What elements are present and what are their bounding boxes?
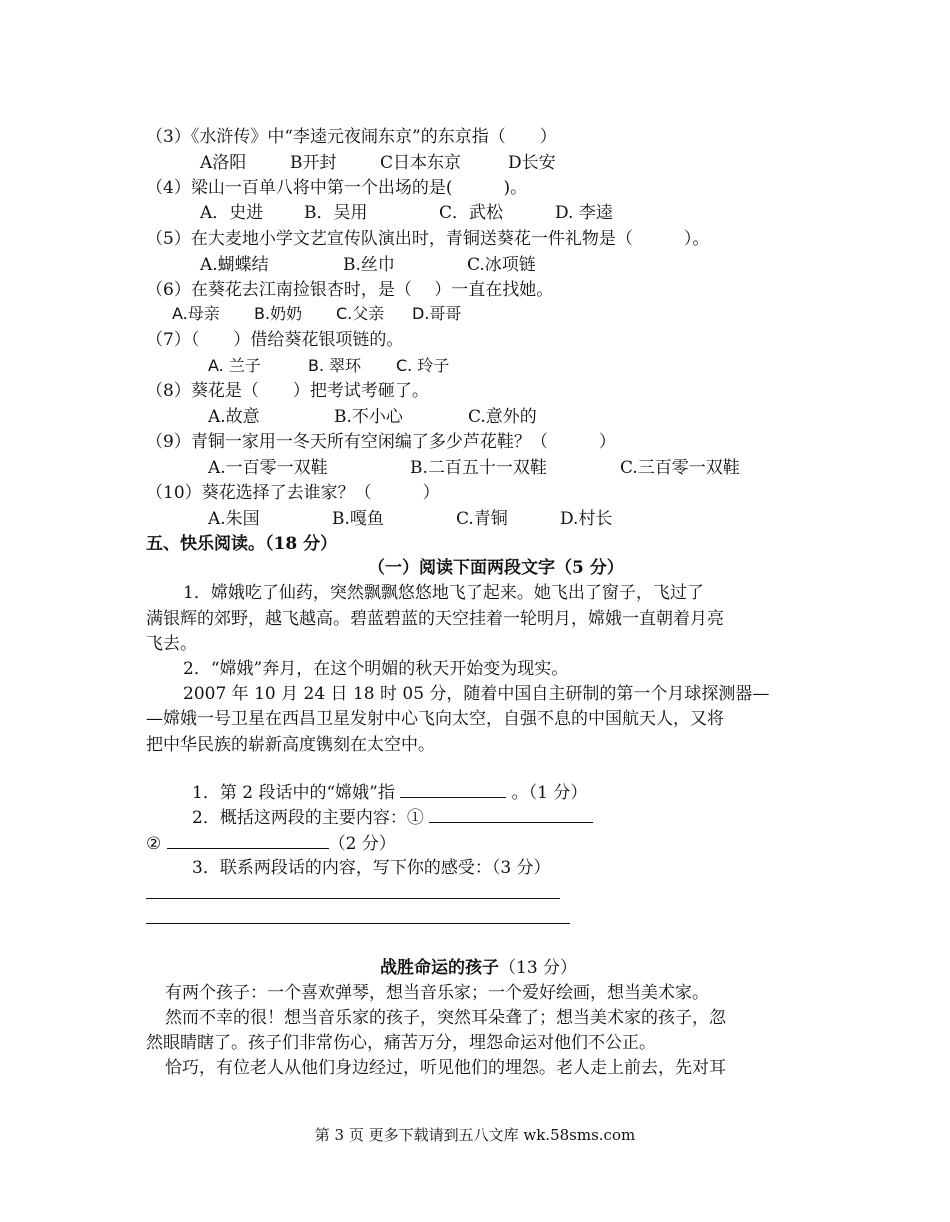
option: B．吴用 xyxy=(304,203,368,223)
question-8-options xyxy=(208,406,537,428)
answer-line[interactable] xyxy=(146,923,570,924)
story-line: 然而不幸的很！想当音乐家的孩子，突然耳朵聋了；想当美术家的孩子，忽 xyxy=(165,1008,726,1028)
story-title-score: （13 分） xyxy=(499,958,578,978)
question-score: 。（1 分） xyxy=(511,783,588,803)
answer-blank[interactable] xyxy=(400,781,506,798)
answer-line[interactable] xyxy=(146,898,560,899)
option: C.冰项链 xyxy=(467,255,536,275)
option: B.奶奶 xyxy=(254,304,303,323)
page-footer: 第 3 页 更多下载请到五八文库 wk.58sms.com xyxy=(314,1126,636,1144)
option: B.嘎鱼 xyxy=(332,509,384,529)
story-line: 有两个孩子：一个喜欢弹琴，想当音乐家；一个爱好绘画，想当美术家。 xyxy=(165,983,709,1003)
option: C.意外的 xyxy=(468,407,537,427)
question-5-options xyxy=(200,254,536,276)
story-title-text: 战胜命运的孩子 xyxy=(380,958,499,978)
paragraph-line: 1．嫦娥吃了仙药，突然飘飘悠悠地飞了起来。她飞出了窗子，飞过了 xyxy=(183,583,704,603)
option: C. 玲子 xyxy=(396,356,450,375)
question-10: （10）葵花选择了去谁家？（ ） xyxy=(146,483,440,503)
question-4: （4）梁山一百单八将中第一个出场的是( )。 xyxy=(146,178,528,198)
answer-blank[interactable] xyxy=(429,806,593,823)
question-6: （6）在葵花去江南捡银杏时，是（ ）一直在找她。 xyxy=(146,280,554,300)
question-text: 2．概括这两段的主要内容：① xyxy=(192,808,424,828)
question-4-options xyxy=(200,202,613,224)
section-heading: 五、快乐阅读。（18 分） xyxy=(146,534,338,554)
option: B.丝巾 xyxy=(343,255,395,275)
option: A.蝴蝶结 xyxy=(200,255,269,275)
question-5: （5）在大麦地小学文艺宣传队演出时，青铜送葵花一件礼物是（ ）。 xyxy=(146,229,710,249)
option: C.三百零一双鞋 xyxy=(620,458,740,478)
question-score: （2 分） xyxy=(328,834,396,854)
option: D长安 xyxy=(508,153,556,173)
option: C．武松 xyxy=(439,203,504,223)
paragraph-line: 2007 年 10 月 24 日 18 时 05 分，随着中国自主研制的第一个月球探测器— xyxy=(183,684,770,704)
option: B. 翠环 xyxy=(308,356,362,375)
option: D.哥哥 xyxy=(412,304,462,323)
option: C.父亲 xyxy=(336,304,385,323)
option: A.故意 xyxy=(208,407,260,427)
option: B.不小心 xyxy=(334,407,403,427)
question-7: （7）（ ）借给葵花银项链的。 xyxy=(146,330,404,350)
sub-question-1 xyxy=(192,781,587,804)
option: B.二百五十一双鞋 xyxy=(410,458,547,478)
paragraph-line: 把中华民族的崭新高度镌刻在太空中。 xyxy=(146,735,435,755)
circled-number: ② xyxy=(146,834,162,854)
story-line: 然眼睛瞎了。孩子们非常伤心，痛苦万分，埋怨命运对他们不公正。 xyxy=(146,1033,656,1053)
sub-question-3: 3．联系两段话的内容，写下你的感受：（3 分） xyxy=(192,858,551,878)
option: A.母亲 xyxy=(172,304,220,323)
option: A.一百零一双鞋 xyxy=(208,458,328,478)
question-8: （8）葵花是（ ）把考试考砸了。 xyxy=(146,381,429,401)
paragraph-line: —嫦娥一号卫星在西昌卫星发射中心飞向太空，自强不息的中国航天人，又将 xyxy=(146,709,724,729)
option: A.朱国 xyxy=(208,509,260,529)
answer-blank[interactable] xyxy=(167,832,329,849)
story-line: 恰巧，有位老人从他们身边经过，听见他们的埋怨。老人走上前去，先对耳 xyxy=(165,1058,726,1078)
option: D.村长 xyxy=(560,509,613,529)
question-9: （9）青铜一家用一冬天所有空闲编了多少芦花鞋？（ ） xyxy=(146,432,616,452)
part-title: （一）阅读下面两段文字（5 分） xyxy=(368,558,624,578)
paragraph-line: 飞去。 xyxy=(146,634,197,654)
story-title xyxy=(380,957,577,979)
option: C日本东京 xyxy=(380,153,462,173)
question-10-options xyxy=(208,508,612,530)
paragraph-line: 2．“嫦娥”奔月，在这个明媚的秋天开始变为现实。 xyxy=(183,659,569,679)
question-3: （3）《水浒传》中“李逵元夜闹东京”的东京指（ ） xyxy=(146,127,557,147)
question-9-options xyxy=(208,457,740,479)
option: A. 兰子 xyxy=(208,356,261,375)
question-text: 1．第 2 段话中的“嫦娥”指 xyxy=(192,783,395,803)
question-3-options xyxy=(200,152,556,174)
paragraph-line: 满银辉的郊野，越飞越高。碧蓝碧蓝的天空挂着一轮明月，嫦娥一直朝着月亮 xyxy=(146,609,724,629)
option: D. 李逵 xyxy=(555,203,613,223)
option: A．史进 xyxy=(200,203,264,223)
option: A洛阳 xyxy=(200,153,247,173)
option: B开封 xyxy=(290,153,337,173)
sub-question-2-continued xyxy=(146,832,396,855)
question-6-options xyxy=(172,303,461,325)
option: C.青铜 xyxy=(456,509,508,529)
sub-question-2 xyxy=(192,806,593,829)
question-7-options xyxy=(208,355,449,377)
